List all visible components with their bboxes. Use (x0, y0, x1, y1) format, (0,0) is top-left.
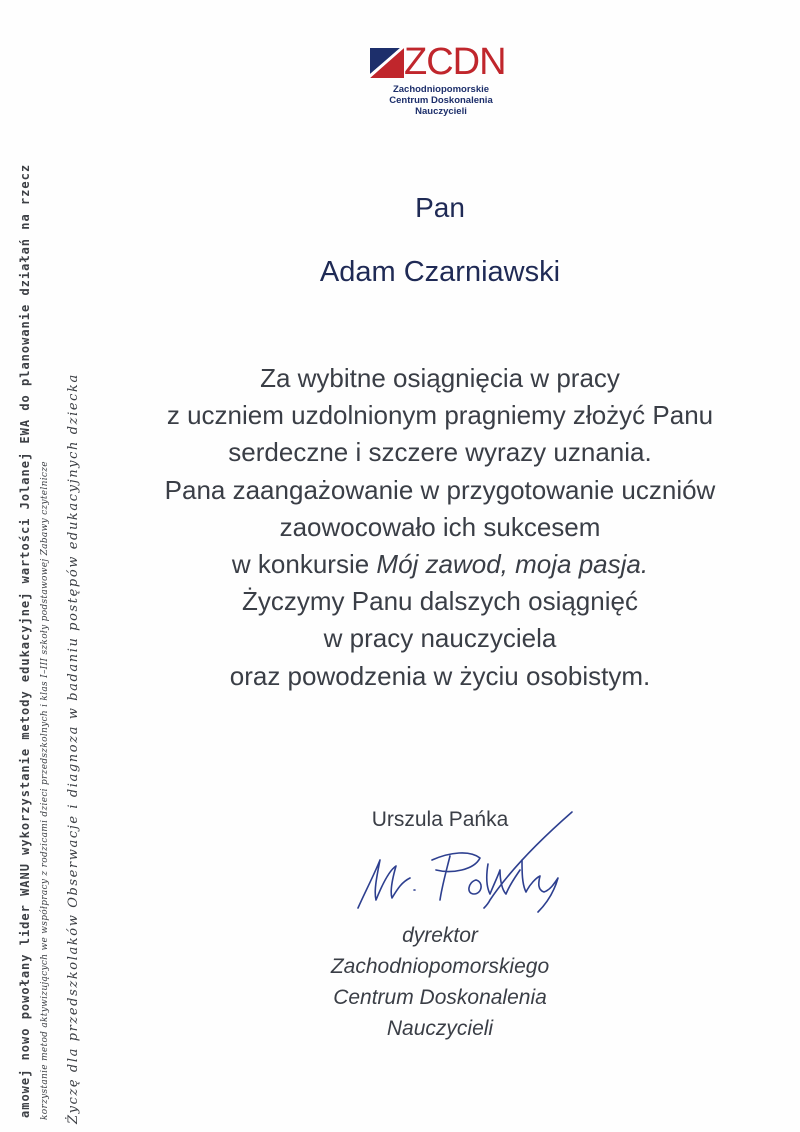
role-line-3: Centrum Doskonalenia (333, 986, 547, 1009)
margin-text-line-1: amowej nowo powołany lider WANU wykorzystanie metody edukacyjnej wartości Jolanej EWA do planowanie działań na rzecz (18, 163, 32, 1118)
signer-name: Urszula Pańka (371, 808, 509, 831)
body-line-6-prefix: w konkursie (231, 549, 377, 580)
body-line-3: serdeczne i szczere wyrazy uznania. (228, 437, 652, 468)
body-line-8: w pracy nauczyciela (323, 623, 557, 654)
margin-text-line-2: korzystanie metod aktywizujących we współpracy z rodzicami dzieci przedszkolnych i klas I–III szkoły podstawowej Zabawy czytelnicze (40, 461, 50, 1120)
body-line-5: zaowocowało ich sukcesem (279, 511, 601, 542)
margin-text-line-3: Życzę dla przedszkolaków Obserwacje i diagnoza w badaniu postępów edukacyjnych dziecka (66, 373, 81, 1124)
certificate-body (100, 360, 780, 695)
body-line-4: Pana zaangażowanie w przygotowanie uczniów (164, 474, 716, 505)
body-line-2: z uczniem uzdolnionym pragniemy złożyć Panu (166, 400, 714, 431)
logo-subtitle-line-1: Zachodniopomorskie (392, 84, 490, 95)
signer-role (280, 920, 600, 1044)
body-line-7: Życzymy Panu dalszych osiągnięć (242, 586, 638, 617)
logo-subtitle-line-2: Centrum Doskonalenia Nauczycieli (389, 95, 493, 117)
body-line-1: Za wybitne osiągnięcia w pracy (260, 363, 620, 393)
recipient-name: Adam Czarniawski (319, 256, 561, 288)
logo-acronym: ZCDN (404, 41, 506, 83)
body-line-6 (100, 546, 780, 583)
zcdn-logo-icon (370, 48, 404, 78)
role-line-4: Nauczycieli (386, 1017, 494, 1040)
contest-title: Mój zawod, moja pasja. (376, 549, 649, 580)
role-line-1: dyrektor (402, 924, 478, 947)
body-line-9: oraz powodzenia w życiu osobistym. (229, 660, 651, 691)
handwritten-signature (340, 800, 600, 920)
role-line-2: Zachodniopomorskiego (330, 955, 550, 978)
salutation: Pan (415, 192, 465, 223)
